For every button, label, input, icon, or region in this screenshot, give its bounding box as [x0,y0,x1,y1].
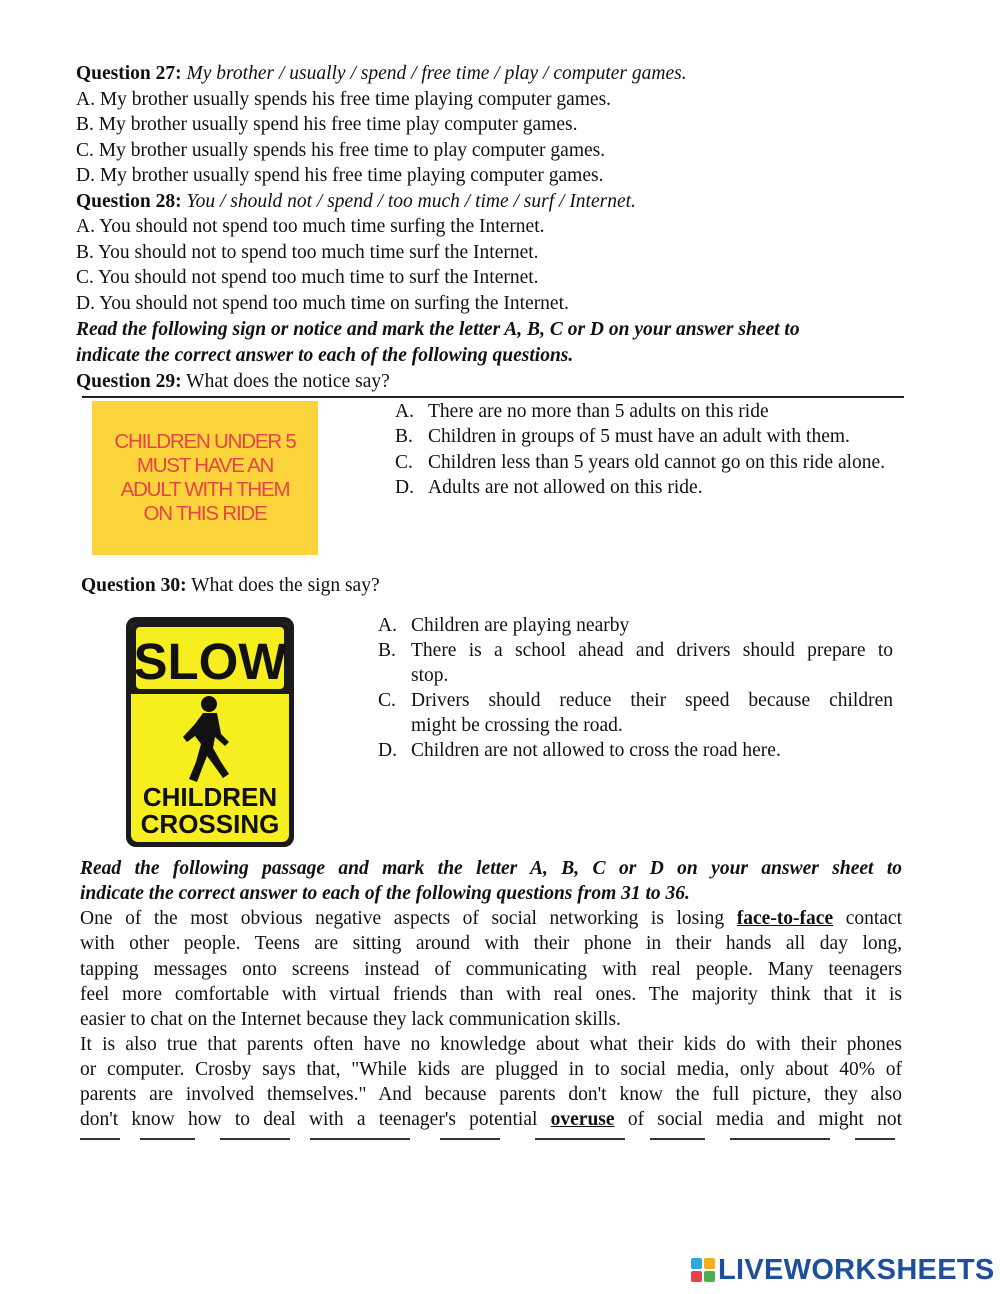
question-29-line [76,369,390,394]
question-30-option-a [378,613,893,638]
liveworksheets-brand-text: LIVEWORKSHEETS [718,1254,995,1286]
passage-p2-line-3: parents are involved themselves." And because parents don't know the full picture, they also [80,1084,902,1105]
question-27-option-a: A. My brother usually spends his free time playing computer games. [76,89,612,110]
option-text-line-2: stop. [411,665,449,686]
option-text: Children in groups of 5 must have an adult with them. [428,426,850,447]
question-28-label: Question 28: [76,191,182,212]
question-27-line [76,61,687,86]
instruction-passage-line-2: indicate the correct answer to each of the following questions from 31 to 36. [80,883,690,904]
question-30-option-d [378,738,893,763]
question-30-line [81,573,380,598]
option-text: Children are playing nearby [411,615,630,636]
divider-line [82,396,904,398]
option-text: Children less than 5 years old cannot go on this ride alone. [428,452,886,473]
sign-crossing-text: CROSSING [140,809,280,839]
option-text: There are no more than 5 adults on this ride [428,401,769,422]
question-28-option-c: C. You should not spend too much time to surf the Internet. [76,267,539,288]
passage-text: of social media and might not [627,1109,902,1130]
question-27-option-d: D. My brother usually spend his free time playing computer games. [76,165,604,186]
option-text-line-2: might be crossing the road. [411,715,623,736]
sign-slow-text: SLOW [133,633,287,690]
passage-p1-line-2: with other people. Teens are sitting around with their phone in their hands all day long, [80,933,902,954]
option-key: B. [378,640,396,661]
question-28-option-a: A. You should not spend too much time surfing the Internet. [76,216,545,237]
option-text: Children are not allowed to cross the road here. [411,740,781,761]
notice-sign-line-4: ON THIS RIDE [143,502,267,525]
cut-off-text-fragment [80,1132,902,1142]
question-27-option-b: B. My brother usually spend his free time play computer games. [76,114,578,135]
passage-p1-line-5: easier to chat on the Internet because they lack communication skills. [80,1009,621,1030]
question-29-option-b [395,424,955,449]
instruction-signs-line-2: indicate the correct answer to each of the following questions. [76,345,574,366]
question-28-prompt: You / should not / spend / too much / time / surf / Internet. [186,191,636,212]
question-27-prompt: My brother / usually / spend / free time / play / computer games. [186,63,687,84]
passage-p1-line-1 [80,906,902,931]
instruction-passage-line-1: Read the following passage and mark the letter A, B, C or D on your answer sheet to [80,858,902,879]
notice-sign-line-1: CHILDREN UNDER 5 [114,430,296,453]
question-29-option-d [395,475,955,500]
question-30-prompt: What does the sign say? [191,575,380,596]
slow-children-crossing-sign [125,616,295,848]
question-29-label: Question 29: [76,371,182,392]
option-key: A. [378,615,397,636]
question-28-option-b: B. You should not to spend too much time surf the Internet. [76,242,539,263]
option-key: C. [395,452,413,473]
passage-text: contact [845,908,902,929]
option-key: D. [378,740,397,761]
instruction-signs-line-1: Read the following sign or notice and mark the letter A, B, C or D on your answer sheet to [76,319,800,340]
option-text-line-1: Drivers should reduce their speed because children [411,690,893,711]
passage-p2-line-2: or computer. Crosby says that, "While kids are plugged in to social media, only about 40% of [80,1059,902,1080]
liveworksheets-logo-icon [691,1258,715,1282]
option-key: D. [395,477,414,498]
underlined-word-face-to-face: face-to-face [736,908,834,929]
passage-p2-line-1: It is also true that parents often have no knowledge about what their kids do with their phones [80,1034,902,1055]
notice-sign-line-2: MUST HAVE AN [136,454,274,477]
question-30-option-b [378,638,893,688]
question-29-option-c [395,450,955,475]
underlined-word-overuse: overuse [550,1109,615,1130]
passage-p1-line-4: feel more comfortable with virtual friends than with real ones. The majority think that it is [80,984,902,1005]
question-27-option-c: C. My brother usually spends his free time to play computer games. [76,140,606,161]
passage-text: don't know how to deal with a teenager's potential [80,1109,538,1130]
question-29-prompt: What does the notice say? [186,371,390,392]
option-key: C. [378,690,396,711]
passage-text: One of the most obvious negative aspects of social networking is losing [80,908,725,929]
sign-children-text: CHILDREN [142,782,278,812]
question-27-label: Question 27: [76,63,182,84]
notice-sign-line-3: ADULT WITH THEM [120,478,290,501]
question-30-option-c [378,688,893,738]
question-30-label: Question 30: [81,575,187,596]
option-text: Adults are not allowed on this ride. [428,477,703,498]
notice-sign-image [92,401,318,555]
passage-p2-line-4 [80,1107,902,1132]
liveworksheets-logo [691,1255,995,1285]
option-text-line-1: There is a school ahead and drivers should prepare to [411,640,893,661]
option-key: B. [395,426,413,447]
passage-p1-line-3: tapping messages onto screens instead of communicating with real people. Many teenagers [80,959,902,980]
question-28-option-d: D. You should not spend too much time on surfing the Internet. [76,293,569,314]
question-28-line [76,189,636,214]
option-key: A. [395,401,414,422]
question-29-option-a [395,399,955,424]
